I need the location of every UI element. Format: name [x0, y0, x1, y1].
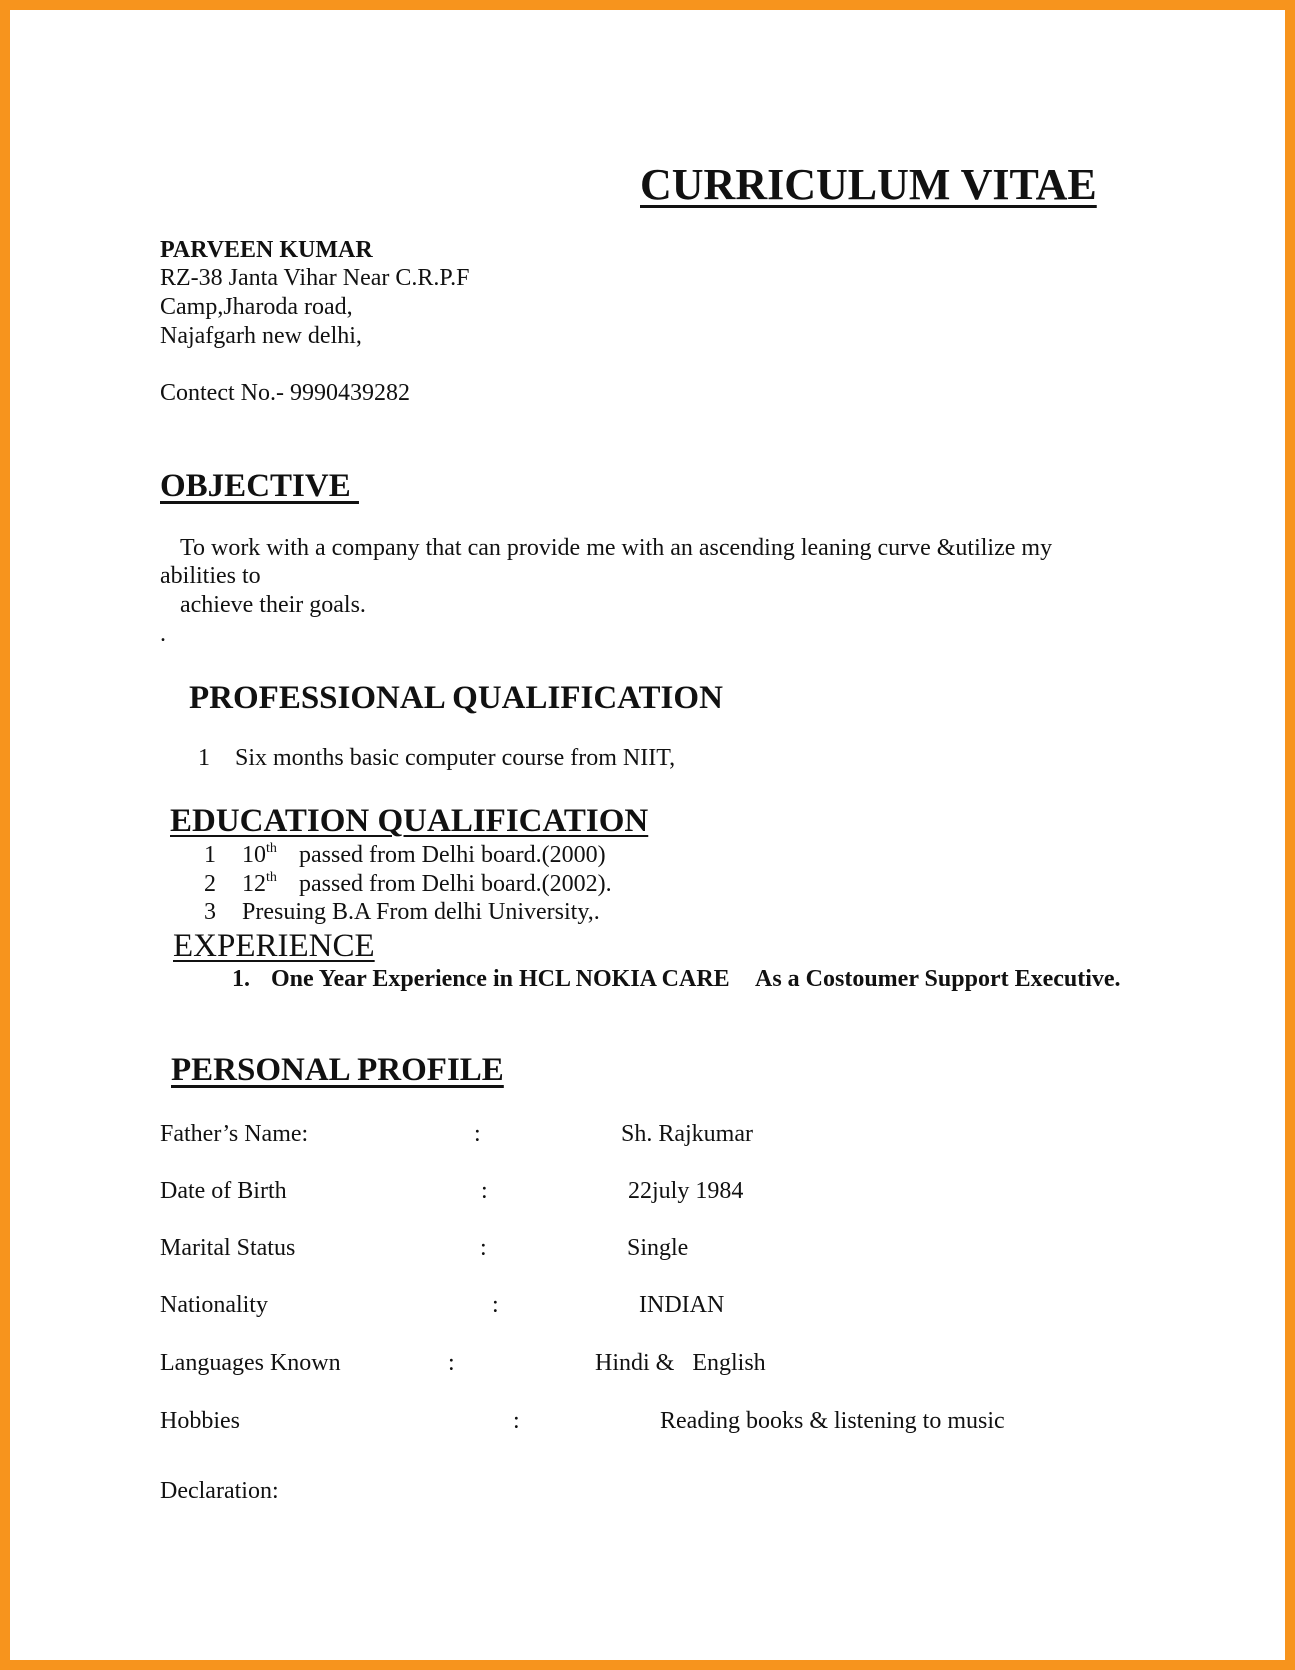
profile-separator: : — [513, 1408, 520, 1434]
objective-line-1: To work with a company that can provide me with an ascending leaning curve &utilize my — [180, 535, 1053, 561]
education-item-number: 3 — [204, 899, 216, 925]
profile-value-nationality: INDIAN — [639, 1292, 725, 1318]
profile-value-date-of-birth: 22july 1984 — [628, 1178, 744, 1204]
profile-label-nationality: Nationality — [160, 1292, 268, 1318]
profile-label-languages-known: Languages Known — [160, 1350, 341, 1376]
address-line-3: Najafgarh new delhi, — [160, 323, 362, 349]
applicant-name: PARVEEN KUMAR — [160, 237, 373, 263]
experience-item-role: As a Costoumer Support Executive. — [755, 966, 1121, 992]
profile-value-marital-status: Single — [627, 1235, 689, 1261]
education-item-grade: 10th — [242, 841, 277, 868]
objective-line-3: achieve their goals. — [180, 592, 366, 618]
education-item-text: Presuing B.A From delhi University,. — [242, 899, 600, 925]
contact-number: Contect No.- 9990439282 — [160, 380, 410, 406]
profile-label-date-of-birth: Date of Birth — [160, 1178, 287, 1204]
declaration-label: Declaration: — [160, 1478, 279, 1504]
education-item-number: 1 — [204, 842, 216, 868]
experience-item-text: One Year Experience in HCL NOKIA CARE — [271, 966, 730, 992]
education-item-text: passed from Delhi board.(2002). — [299, 871, 612, 897]
objective-heading: OBJECTIVE — [160, 468, 359, 504]
objective-dot: . — [160, 621, 166, 647]
profile-label-hobbies: Hobbies — [160, 1408, 240, 1434]
profile-label-marital-status: Marital Status — [160, 1235, 296, 1261]
professional-item-number: 1 — [198, 745, 210, 771]
experience-item-number: 1. — [232, 966, 250, 992]
profile-label-fathers-name: Father’s Name: — [160, 1121, 309, 1147]
objective-line-2: abilities to — [160, 563, 261, 589]
profile-value-languages-known: Hindi & English — [595, 1350, 766, 1376]
profile-separator: : — [481, 1178, 488, 1204]
document-title: CURRICULUM VITAE — [640, 160, 1097, 209]
professional-heading: PROFESSIONAL QUALIFICATION — [189, 680, 723, 716]
education-heading: EDUCATION QUALIFICATION — [170, 803, 649, 839]
education-item-number: 2 — [204, 871, 216, 897]
profile-value-fathers-name: Sh. Rajkumar — [621, 1121, 753, 1147]
profile-value-hobbies: Reading books & listening to music — [660, 1408, 1005, 1434]
address-line-2: Camp,Jharoda road, — [160, 294, 353, 320]
education-item-text: passed from Delhi board.(2000) — [299, 842, 606, 868]
profile-separator: : — [474, 1121, 481, 1147]
professional-item-text: Six months basic computer course from NIIT, — [235, 745, 676, 771]
address-line-1: RZ-38 Janta Vihar Near C.R.P.F — [160, 265, 470, 291]
experience-heading: EXPERIENCE — [173, 928, 375, 964]
profile-separator: : — [492, 1292, 499, 1318]
profile-separator: : — [480, 1235, 487, 1261]
profile-separator: : — [448, 1350, 455, 1376]
personal-profile-heading: PERSONAL PROFILE — [171, 1052, 504, 1088]
education-item-grade: 12th — [242, 870, 277, 897]
